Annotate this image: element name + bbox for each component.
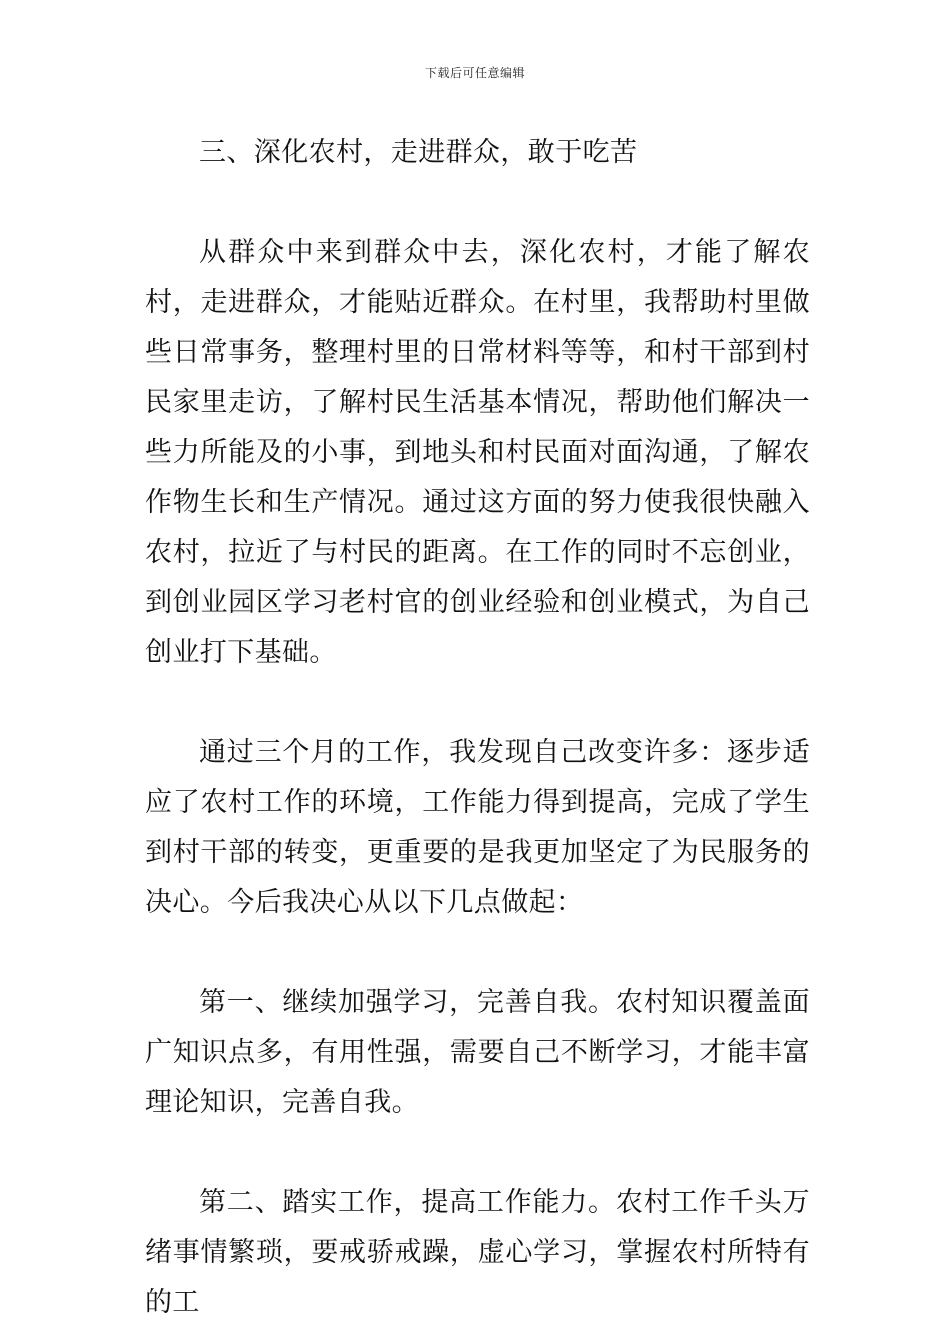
section-heading: 三、深化农村，走进群众，敢于吃苦 [199,137,638,168]
paragraph-4: 第二、踏实工作，提高工作能力。农村工作千头万绪事情繁琐，要戒骄戒躁，虚心学习，掌握农村所特有的工 [145,1187,810,1318]
paragraph-2: 通过三个月的工作，我发现自己改变许多：逐步适应了农村工作的环境，工作能力得到提高，完成了学生到村干部的转变，更重要的是我更加坚定了为民服务的决心。今后我决心从以下几点做起： [145,737,810,918]
document-body [145,128,810,1328]
paragraph-3: 第一、继续加强学习，完善自我。农村知识覆盖面广知识点多，有用性强，需要自己不断学习，才能丰富理论知识，完善自我。 [145,987,810,1118]
paragraph-1: 从群众中来到群众中去，深化农村，才能了解农村，走进群众，才能贴近群众。在村里，我帮助村里做些日常事务，整理村里的日常材料等等，和村干部到村民家里走访，了解村民生活基本情况，帮助他们解决一些力所能及的小事，到地头和村民面对面沟通，了解农作物生长和生产情况。通过这方面的努力使我很快融入农村，拉近了与村民的距离。在工作的同时不忘创业，到创业园区学习老村官的创业经验和创业模式，为自己创业打下基础。 [145,237,810,668]
header-note: 下载后可任意编辑 [424,66,525,80]
